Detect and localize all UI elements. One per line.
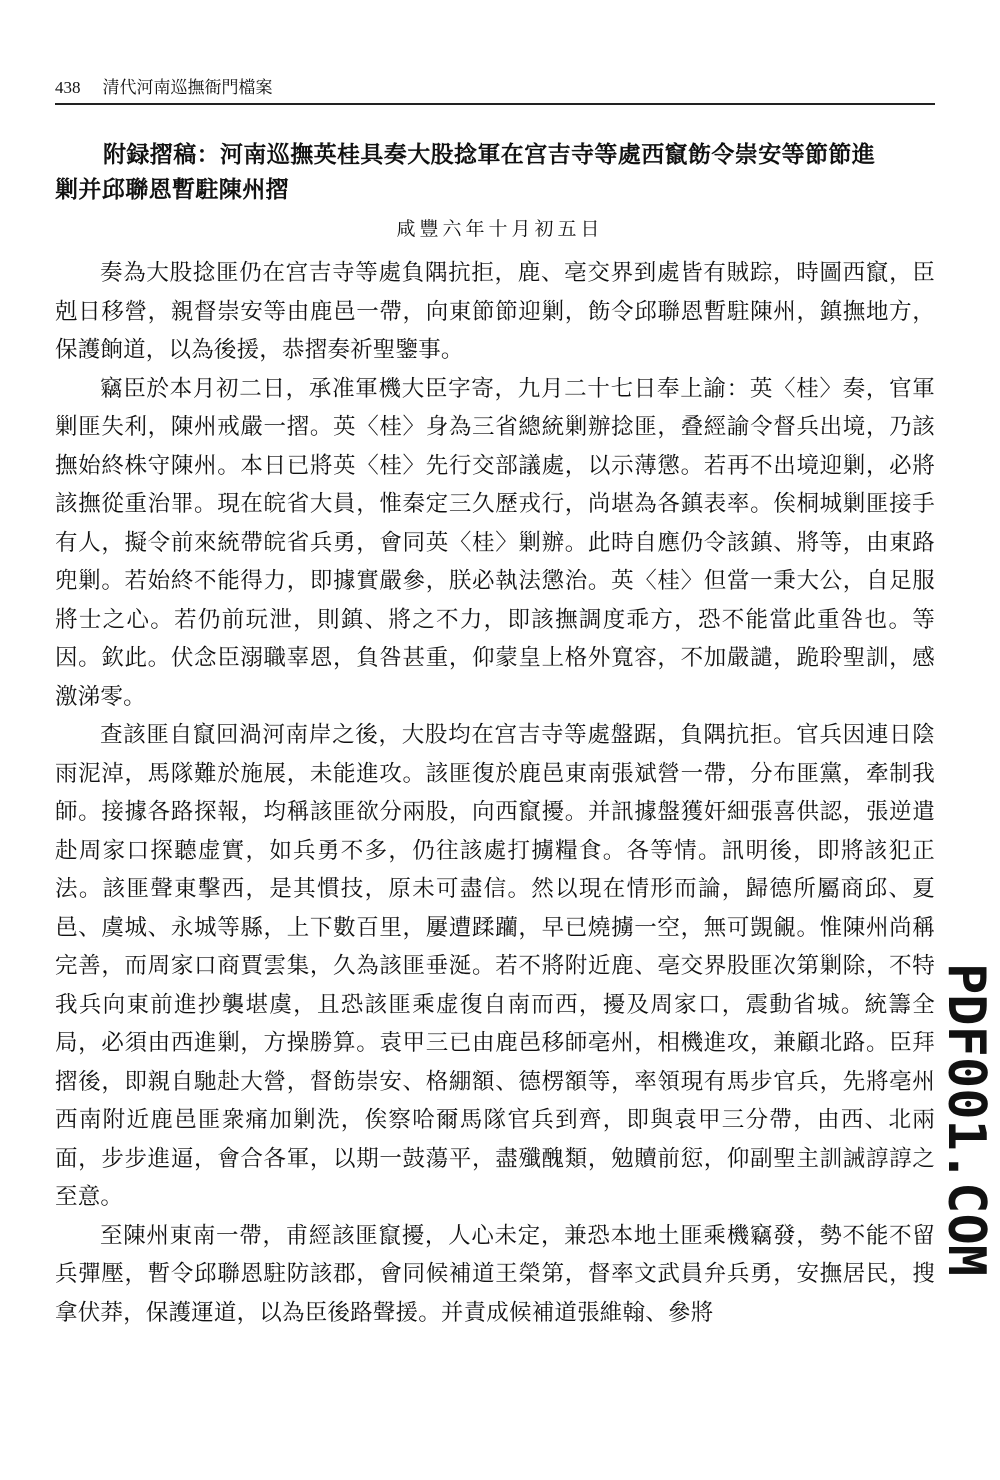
paragraph-4: 至陳州東南一帶，甫經該匪竄擾，人心未定，兼恐本地土匪乘機竊發，勢不能不留兵彈壓，暫令邱聯恩駐防該郡，會同候補道王榮第，督率文武員弁兵勇，安撫居民，搜拿伏莽，保護運道，以為臣後路聲援。并責成候補道張維翰、參將 <box>55 1222 935 1326</box>
document-date: 咸豐六年十月初五日 <box>396 218 604 240</box>
document-body <box>55 254 935 1332</box>
book-title: 清代河南巡撫衙門檔案 <box>102 78 273 98</box>
paragraph-3: 查該匪自竄回渦河南岸之後，大股均在宫吉寺等處盤踞，負隅抗拒。官兵因連日陰雨泥淖，馬隊難於施展，未能進攻。該匪復於鹿邑東南張斌營一帶，分布匪黨，牽制我師。接據各路探報，均稱該匪欲分兩股，向西竄擾。并訊據盤獲奸細張喜供認，張逆遣赴周家口探聽虚實，如兵勇不多，仍往該處打擄糧食。各等情。訊明後，即將該犯正法。該匪聲東擊西，是其慣技，原未可盡信。然以現在情形而論，歸德所屬商邱、夏邑、虞城、永城等縣，上下數百里，屢遭蹂躪，早已燒擄一空，無可覬覦。惟陳州尚稱完善，而周家口商賈雲集，久為該匪垂涎。若不將附近鹿、亳交界股匪次第剿除，不特我兵向東前進抄襲堪虞，且恐該匪乘虚復自南而西，擾及周家口，震動省城。統籌全局，必須由西進剿，方操勝算。袁甲三已由鹿邑移師亳州，相機進攻，兼顧北路。臣拜摺後，即親自馳赴大營，督飭崇安、格綳額、德楞額等，率領現有馬步官兵，先將亳州西南附近鹿邑匪衆痛加剿洗，俟察哈爾馬隊官兵到齊，即與袁甲三分帶，由西、北兩面，步步進逼，會合各軍，以期一鼓蕩平，盡殲醜類，勉贖前愆，仰副聖主訓誡諄諄之至意。 <box>55 722 935 1210</box>
document-title <box>55 138 937 208</box>
title-line-1: 附録摺稿：河南巡撫英桂具奏大股捻軍在宫吉寺等處西竄飭令崇安等節節進 <box>103 142 876 168</box>
running-header <box>55 76 935 104</box>
watermark <box>932 960 1000 1280</box>
title-line-2: 剿并邱聯恩暫駐陳州摺 <box>55 177 289 203</box>
header-divider <box>55 103 935 105</box>
page-number: 438 <box>55 78 81 97</box>
watermark-text: PDF001.COM <box>936 963 996 1277</box>
paragraph-1: 奏為大股捻匪仍在宫吉寺等處負隅抗拒，鹿、亳交界到處皆有賊踪，時圖西竄，臣剋日移營，親督崇安等由鹿邑一帶，向東節節迎剿，飭令邱聯恩暫駐陳州，鎮撫地方，保護餉道，以為後援，恭摺奏祈聖鑒事。 <box>55 260 935 363</box>
paragraph-2: 竊臣於本月初二日，承准軍機大臣字寄，九月二十七日奉上諭：英〈桂〉奏，官軍剿匪失利，陳州戒嚴一摺。英〈桂〉身為三省總統剿辦捻匪，叠經諭令督兵出境，乃該撫始終株守陳州。本日已將英〈桂〉先行交部議處，以示薄懲。若再不出境迎剿，必將該撫從重治罪。現在皖省大員，惟秦定三久歷戎行，尚堪為各鎮表率。俟桐城剿匪接手有人，擬令前來統帶皖省兵勇，會同英〈桂〉剿辦。此時自應仍令該鎮、將等，由東路兜剿。若始終不能得力，即據實嚴參，朕必執法懲治。英〈桂〉但當一秉大公，自足服將士之心。若仍前玩泄，則鎮、將之不力，即該撫調度乖方，恐不能當此重咎也。等因。欽此。伏念臣溺職辜恩，負咎甚重，仰蒙皇上格外寬容，不加嚴譴，跪聆聖訓，感激涕零。 <box>55 375 935 710</box>
